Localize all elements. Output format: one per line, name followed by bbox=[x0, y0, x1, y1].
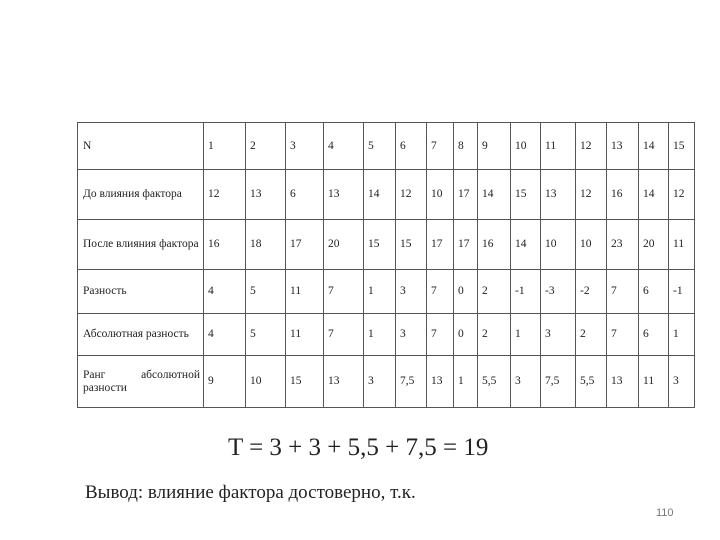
table-cell: 5,5 bbox=[576, 356, 607, 408]
table-cell: 7,5 bbox=[541, 356, 576, 408]
table-cell: 1 bbox=[364, 270, 396, 314]
table-cell: 3 bbox=[669, 356, 695, 408]
table-cell: 20 bbox=[324, 220, 364, 270]
table-cell: 5 bbox=[364, 123, 396, 170]
table-cell: 11 bbox=[286, 270, 324, 314]
table-cell: 14 bbox=[478, 170, 511, 220]
row-label: Разность bbox=[78, 270, 204, 314]
table-cell: 10 bbox=[511, 123, 541, 170]
table-cell: 2 bbox=[246, 123, 286, 170]
table-cell: 11 bbox=[669, 220, 695, 270]
table-cell: 13 bbox=[427, 356, 454, 408]
table-cell: -2 bbox=[576, 270, 607, 314]
table-cell: 7 bbox=[324, 314, 364, 356]
row-label: Абсолютная разность bbox=[78, 314, 204, 356]
table-cell: 4 bbox=[324, 123, 364, 170]
table-cell: 3 bbox=[511, 356, 541, 408]
table-cell: 6 bbox=[639, 270, 669, 314]
table-cell: 11 bbox=[639, 356, 669, 408]
row-label: До влияния фактора bbox=[78, 170, 204, 220]
table-cell: 13 bbox=[324, 170, 364, 220]
table-cell: 5,5 bbox=[478, 356, 511, 408]
table-cell: 17 bbox=[454, 170, 478, 220]
table-cell: 10 bbox=[246, 356, 286, 408]
table-cell: 7 bbox=[427, 123, 454, 170]
table-cell: 2 bbox=[478, 314, 511, 356]
table-cell: 15 bbox=[286, 356, 324, 408]
table-cell: 14 bbox=[364, 170, 396, 220]
table-cell: 6 bbox=[286, 170, 324, 220]
table-cell: 14 bbox=[639, 170, 669, 220]
table-cell: 1 bbox=[511, 314, 541, 356]
table-cell: 4 bbox=[204, 314, 246, 356]
table-cell: 12 bbox=[576, 123, 607, 170]
table-cell: 2 bbox=[478, 270, 511, 314]
table-row bbox=[78, 123, 695, 170]
table-cell: 13 bbox=[607, 123, 639, 170]
formula-text: T = 3 + 3 + 5,5 + 7,5 = 19 bbox=[228, 434, 489, 461]
table-cell: 15 bbox=[511, 170, 541, 220]
table-cell: 6 bbox=[639, 314, 669, 356]
table-cell: 11 bbox=[541, 123, 576, 170]
table-cell: 14 bbox=[511, 220, 541, 270]
table-cell: 3 bbox=[364, 356, 396, 408]
table-cell: -3 bbox=[541, 270, 576, 314]
table-cell: 1 bbox=[204, 123, 246, 170]
table-cell: 12 bbox=[396, 170, 427, 220]
table-cell: 16 bbox=[478, 220, 511, 270]
table-cell: 12 bbox=[204, 170, 246, 220]
table-cell: 1 bbox=[669, 314, 695, 356]
conclusion-text: Вывод: влияние фактора достоверно, т.к. bbox=[85, 482, 416, 503]
table-body bbox=[78, 123, 695, 408]
table-cell: 17 bbox=[454, 220, 478, 270]
table-cell: 13 bbox=[246, 170, 286, 220]
table-cell: 9 bbox=[478, 123, 511, 170]
table-cell: 18 bbox=[246, 220, 286, 270]
table-row bbox=[78, 270, 695, 314]
table-row bbox=[78, 170, 695, 220]
table-cell: 15 bbox=[396, 220, 427, 270]
table-cell: 11 bbox=[286, 314, 324, 356]
page-number: 110 bbox=[656, 507, 674, 519]
table-cell: 4 bbox=[204, 270, 246, 314]
table-cell: 3 bbox=[396, 314, 427, 356]
table-cell: 3 bbox=[396, 270, 427, 314]
table-cell: -1 bbox=[511, 270, 541, 314]
table-cell: 7 bbox=[427, 270, 454, 314]
table-cell: 14 bbox=[639, 123, 669, 170]
table-cell: 7 bbox=[607, 270, 639, 314]
table-row bbox=[78, 220, 695, 270]
table-row bbox=[78, 356, 695, 408]
row-label: Ранг абсолютной разности bbox=[78, 356, 204, 408]
table-cell: 9 bbox=[204, 356, 246, 408]
table-cell: 5 bbox=[246, 270, 286, 314]
table-cell: 17 bbox=[286, 220, 324, 270]
table-cell: 12 bbox=[669, 170, 695, 220]
table-cell: 7 bbox=[427, 314, 454, 356]
table-cell: 0 bbox=[454, 270, 478, 314]
table-cell: 1 bbox=[454, 356, 478, 408]
table-cell: 10 bbox=[427, 170, 454, 220]
data-table bbox=[77, 122, 695, 408]
table-cell: 16 bbox=[204, 220, 246, 270]
table-cell: 15 bbox=[669, 123, 695, 170]
table-cell: 13 bbox=[541, 170, 576, 220]
table-row bbox=[78, 314, 695, 356]
table-cell: 17 bbox=[427, 220, 454, 270]
table-cell: 7,5 bbox=[396, 356, 427, 408]
table-cell: 13 bbox=[607, 356, 639, 408]
row-label: После влияния фактора bbox=[78, 220, 204, 270]
table-cell: 15 bbox=[364, 220, 396, 270]
table-cell: 23 bbox=[607, 220, 639, 270]
table-cell: 3 bbox=[541, 314, 576, 356]
table-cell: 5 bbox=[246, 314, 286, 356]
table-cell: 10 bbox=[576, 220, 607, 270]
table-cell: -1 bbox=[669, 270, 695, 314]
table-cell: 16 bbox=[607, 170, 639, 220]
table-cell: 7 bbox=[324, 270, 364, 314]
table-cell: 6 bbox=[396, 123, 427, 170]
table-cell: 1 bbox=[364, 314, 396, 356]
row-label: N bbox=[78, 123, 204, 170]
table-cell: 10 bbox=[541, 220, 576, 270]
table-cell: 20 bbox=[639, 220, 669, 270]
table-cell: 2 bbox=[576, 314, 607, 356]
table-cell: 7 bbox=[607, 314, 639, 356]
table-cell: 0 bbox=[454, 314, 478, 356]
table-cell: 8 bbox=[454, 123, 478, 170]
table-cell: 3 bbox=[286, 123, 324, 170]
table-cell: 12 bbox=[576, 170, 607, 220]
table-cell: 13 bbox=[324, 356, 364, 408]
